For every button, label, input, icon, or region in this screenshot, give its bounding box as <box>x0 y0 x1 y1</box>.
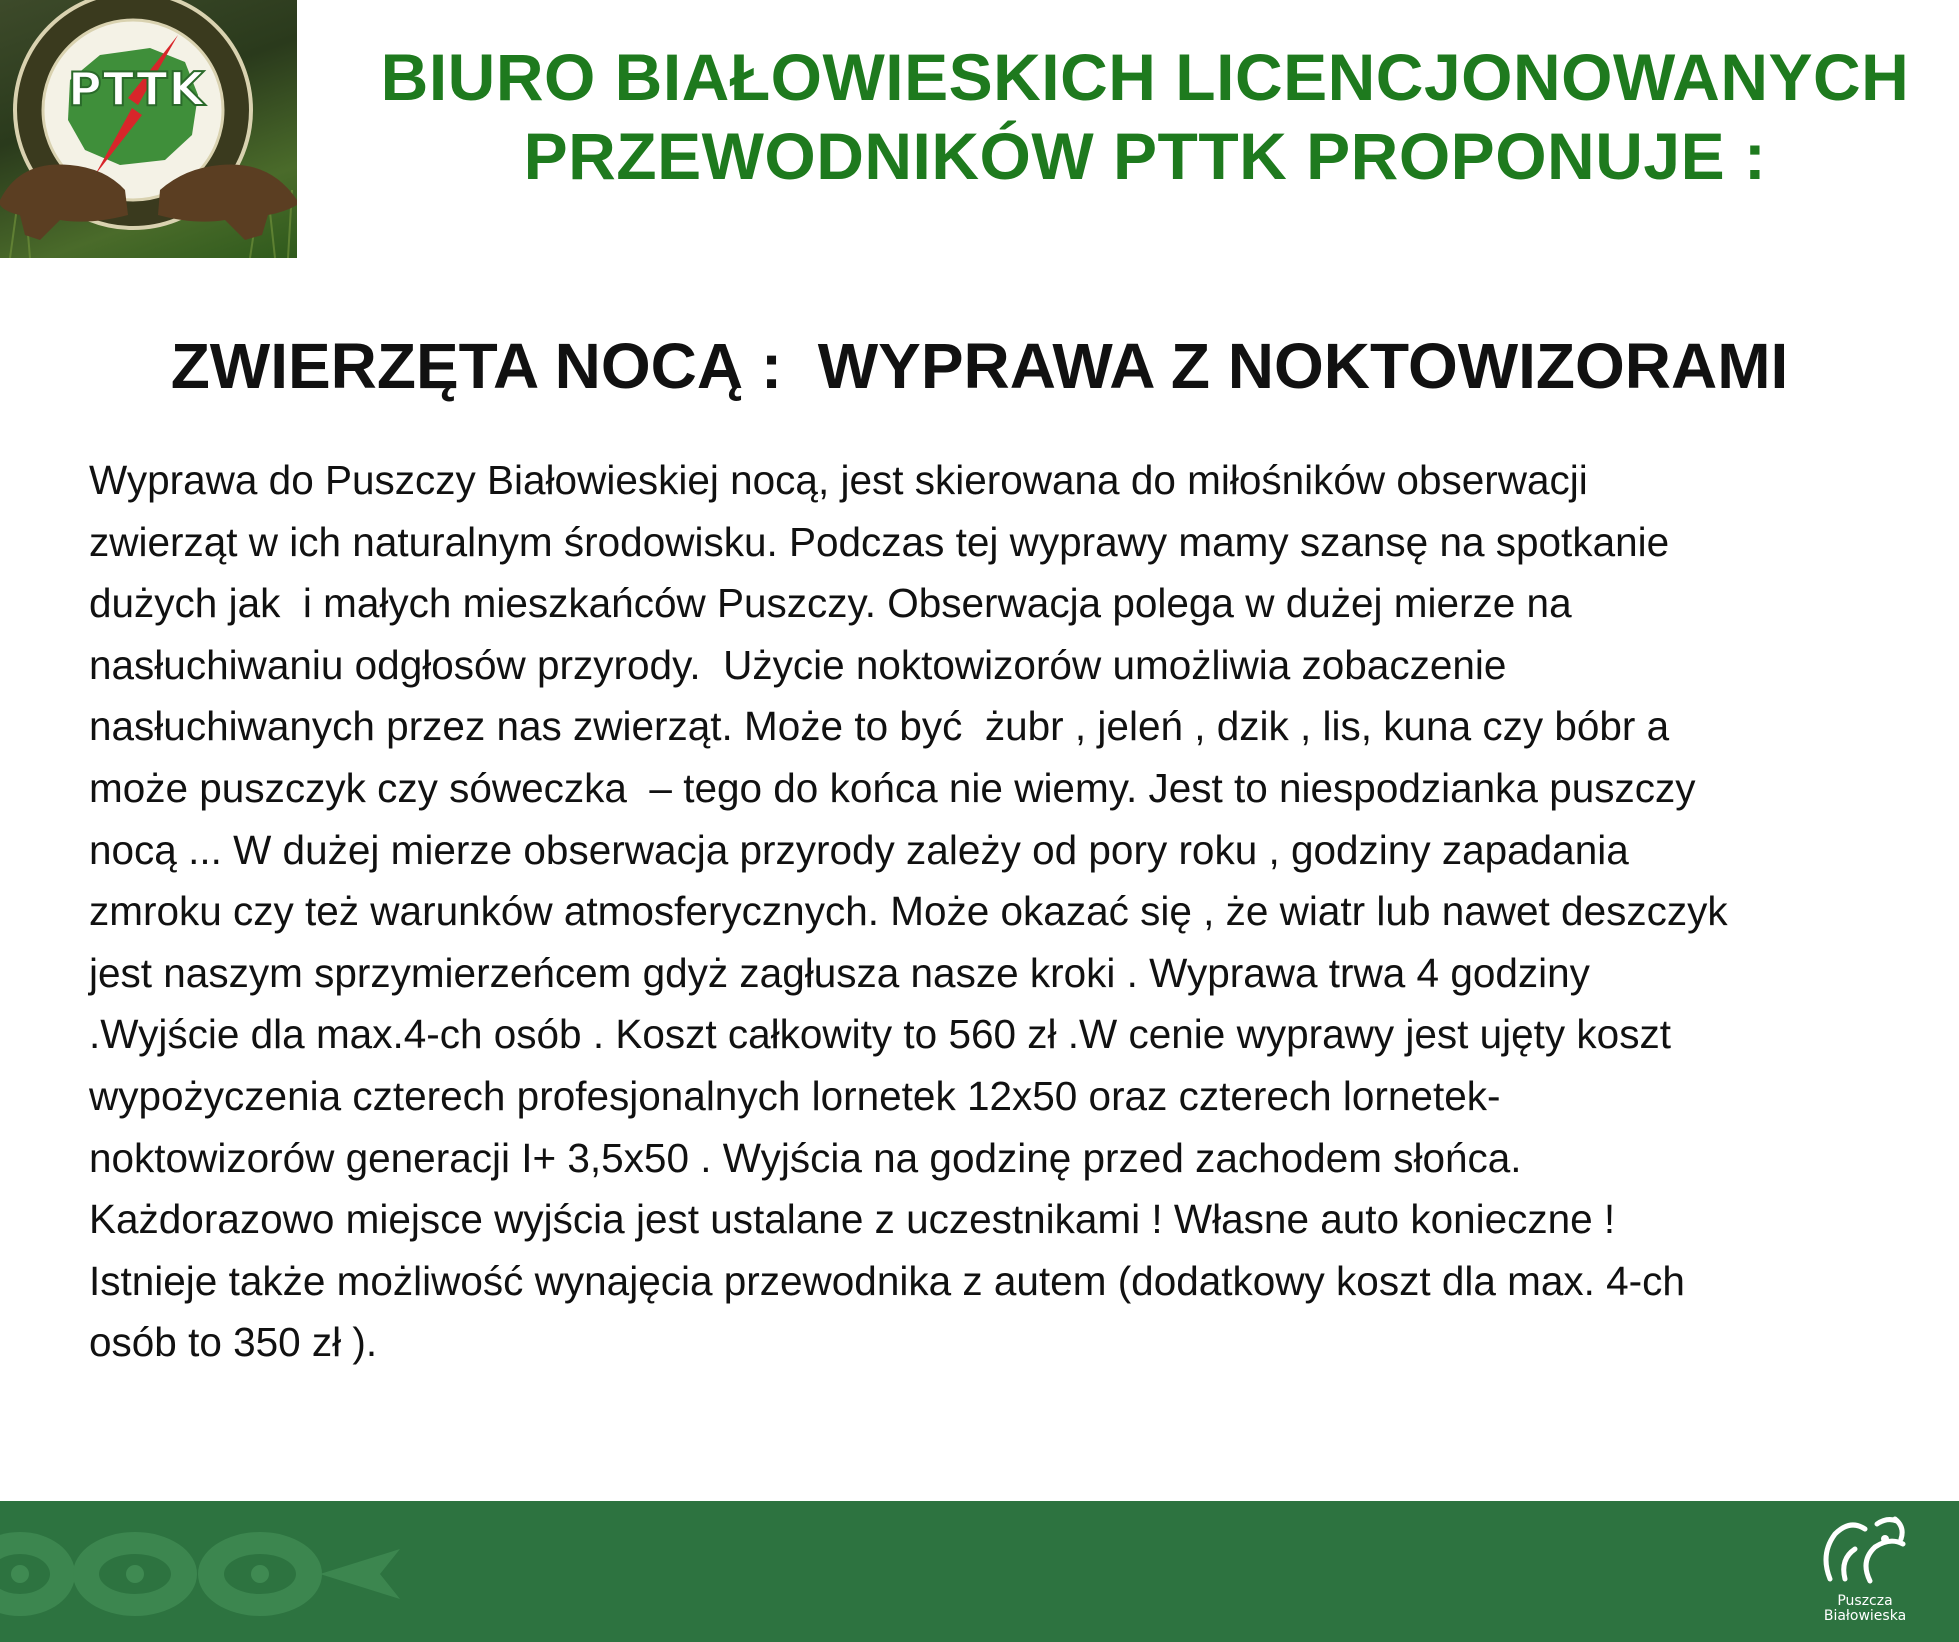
puszcza-bialowieska-logo <box>1806 1509 1924 1635</box>
description-line: Istnieje także możliwość wynajęcia przewodnika z autem (dodatkowy koszt dla max. 4-ch <box>89 1257 1685 1304</box>
tour-description <box>89 450 1929 1374</box>
description-line: Każdorazowo miejsce wyjścia jest ustalane z uczestnikami ! Własne auto konieczne ! <box>89 1196 1616 1243</box>
header-title <box>340 38 1950 196</box>
tour-title: ZWIERZĘTA NOCĄ : WYPRAWA Z NOKTOWIZORAMI <box>170 330 1789 402</box>
footer-band <box>0 1501 1959 1642</box>
description-line: nasłuchiwanych przez nas zwierząt. Może to być żubr , jeleń , dzik , lis, kuna czy bóbr a <box>89 703 1670 750</box>
pttk-logo-text: PTTK <box>68 62 206 116</box>
pttk-logo <box>0 0 297 258</box>
description-line: .Wyjście dla max.4-ch osób . Koszt całkowity to 560 zł .W cenie wyprawy jest ujęty koszt <box>89 1011 1671 1058</box>
description-line: Wyprawa do Puszczy Białowieskiej nocą, jest skierowana do miłośników obserwacji <box>89 457 1588 503</box>
footer-logo-text-line-1: Puszcza <box>1837 1593 1893 1609</box>
footer-logo-text-line-2: Białowieska <box>1823 1608 1907 1624</box>
description-line: noktowizorów generacji I+ 3,5x50 . Wyjścia na godzinę przed zachodem słońca. <box>89 1134 1522 1181</box>
header-title-line-2: PRZEWODNIKÓW PTTK PROPONUJE : <box>523 119 1767 193</box>
description-line: dużych jak i małych mieszkańców Puszczy. Obserwacja polega w dużej mierze na <box>89 580 1572 627</box>
description-line: zmroku czy też warunków atmosferycznych. Może okazać się , że wiatr lub nawet deszczyk <box>89 888 1728 935</box>
folk-ornament-icon <box>0 1519 420 1629</box>
header-title-line-1: BIURO BIAŁOWIESKICH LICENCJONOWANYCH <box>380 40 1910 114</box>
description-line: osób to 350 zł ). <box>89 1319 378 1366</box>
description-line: może puszczyk czy sóweczka – tego do końca nie wiemy. Jest to niespodzianka puszczy <box>89 764 1696 811</box>
description-line: jest naszym sprzymierzeńcem gdyż zagłusza nasze kroki . Wyprawa trwa 4 godziny <box>89 949 1590 996</box>
description-line: nocą ... W dużej mierze obserwacja przyrody zależy od pory roku , godziny zapadania <box>89 826 1629 873</box>
description-line: wypożyczenia czterech profesjonalnych lornetek 12x50 oraz czterech lornetek- <box>89 1072 1501 1119</box>
bison-logo-icon <box>1815 1509 1915 1589</box>
description-line: zwierząt w ich naturalnym środowisku. Podczas tej wyprawy mamy szansę na spotkanie <box>89 518 1670 565</box>
description-line: nasłuchiwaniu odgłosów przyrody. Użycie noktowizorów umożliwia zobaczenie <box>89 641 1507 688</box>
